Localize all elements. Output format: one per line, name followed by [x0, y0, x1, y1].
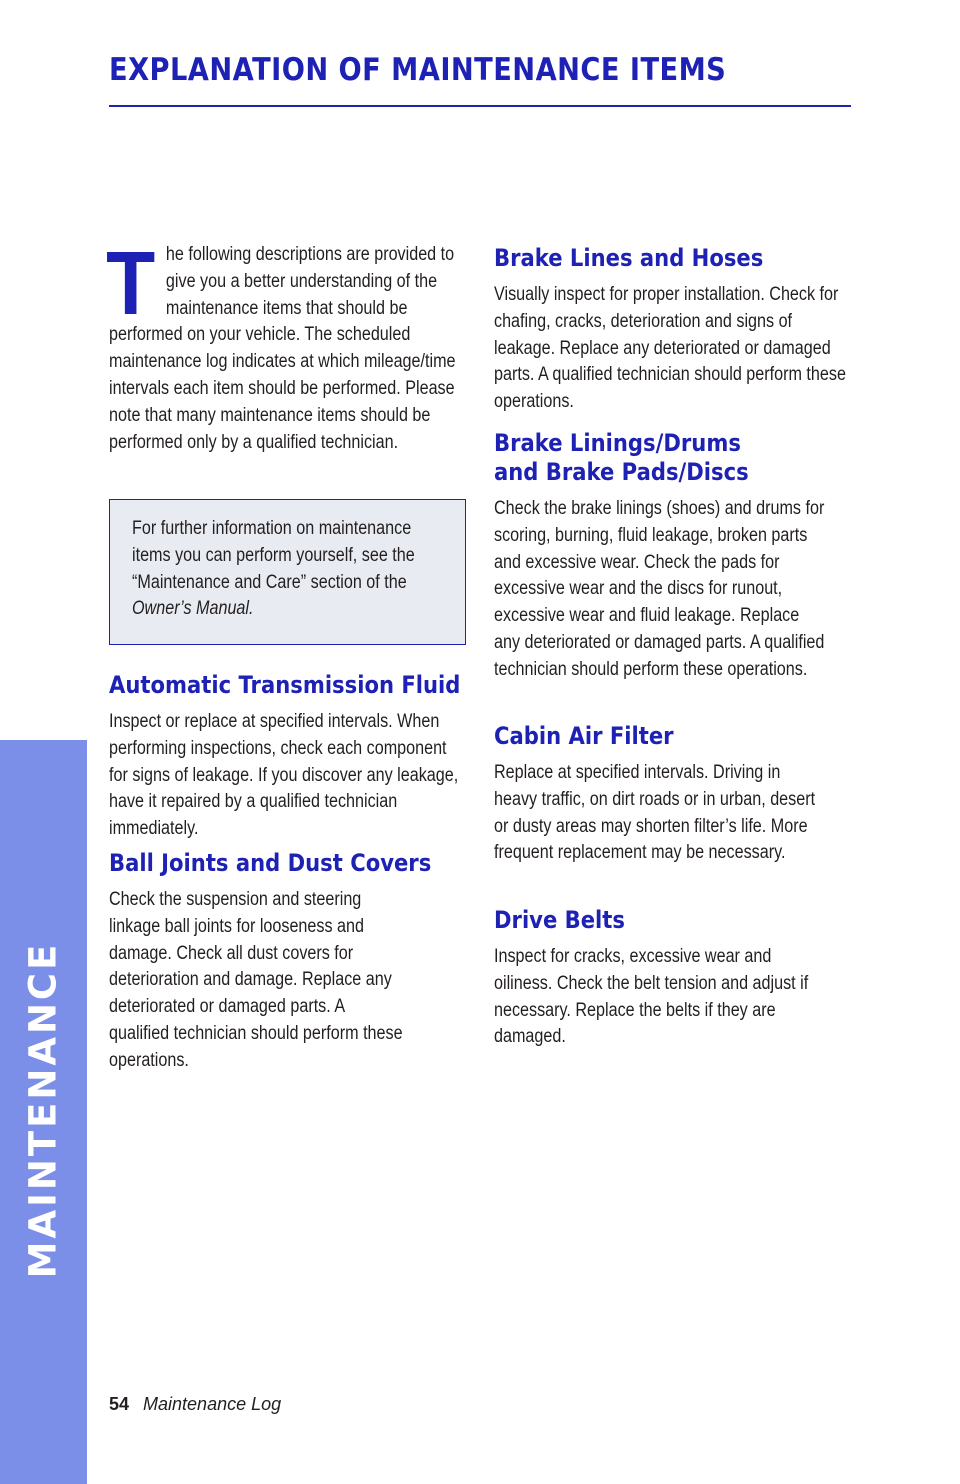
section-ball-joints-dust-covers [109, 849, 475, 1075]
note-paragraph [132, 516, 448, 623]
intro-block [106, 234, 469, 456]
section-heading: Cabin Air Filter [494, 722, 674, 750]
section-brake-linings-pads [494, 429, 884, 684]
owners-manual-reference: Owner’s Manual. [132, 598, 254, 620]
section-brake-lines-hoses [494, 244, 914, 416]
section-body: Inspect for cracks, excessive wear and oiliness. Check the belt tension and adjust if necessary. Replace the belts if they are damaged. [494, 946, 809, 1048]
page-number: 54 [109, 1394, 130, 1414]
section-body: Replace at specified intervals. Driving in heavy traffic, on dirt roads or in urban, desert or dusty areas may shorten filter’s life. More frequent replacement may be necessary. [494, 762, 816, 864]
title-divider [109, 105, 851, 107]
section-cabin-air-filter [494, 722, 879, 867]
section-automatic-transmission-fluid [109, 671, 529, 843]
section-body: Check the brake linings (shoes) and drums for scoring, burning, fluid leakage, broken parts and excessive wear. Check the pads for excessive wear and the discs for runout, excessive wear and fluid leakage. Replace any deteriorated or damaged parts. A qualified technician should perform these operations. [494, 498, 825, 680]
section-body: Inspect or replace at specified intervals. When performing inspections, check each component for signs of leakage. If you discover any leakage, have it repaired by a qualified technician immediately. [109, 711, 459, 840]
page-footer [109, 1394, 281, 1415]
footer-label: Maintenance Log [143, 1394, 282, 1414]
section-heading: Brake Linings/Drums and Brake Pads/Discs [494, 429, 749, 486]
note-text: For further information on maintenance items you can perform yourself, see the “Maintenance and Care” section of the [132, 518, 415, 593]
page-title: EXPLANATION OF MAINTENANCE ITEMS [109, 52, 727, 88]
section-heading: Brake Lines and Hoses [494, 244, 764, 272]
section-drive-belts [494, 906, 894, 1051]
drop-cap: T [106, 234, 156, 334]
section-body: Visually inspect for proper installation. Check for chafing, cracks, deterioration and signs of leakage. Replace any deteriorated or damaged parts. A qualified technician should perform these operations. [494, 284, 846, 413]
section-heading: Drive Belts [494, 906, 625, 934]
info-note-box [109, 499, 466, 645]
section-body: Check the suspension and steering linkage ball joints for looseness and damage. Check all dust covers for deterioration and damage. Replace any deteriorated or damaged parts. A qualified technician should perform these operations. [109, 889, 403, 1071]
side-tab-label: MAINTENANCE [21, 941, 65, 1279]
section-heading: Ball Joints and Dust Covers [109, 849, 432, 877]
intro-paragraph [106, 234, 466, 456]
section-heading: Automatic Transmission Fluid [109, 671, 461, 699]
intro-text: he following descriptions are provided to give you a better understanding of the maintenance items that should be performed on your vehicle. The scheduled maintenance log indicates at which mileage/time intervals each item should be performed. Please note that many maintenance items should be performed only by a qualified technician. [109, 244, 456, 453]
